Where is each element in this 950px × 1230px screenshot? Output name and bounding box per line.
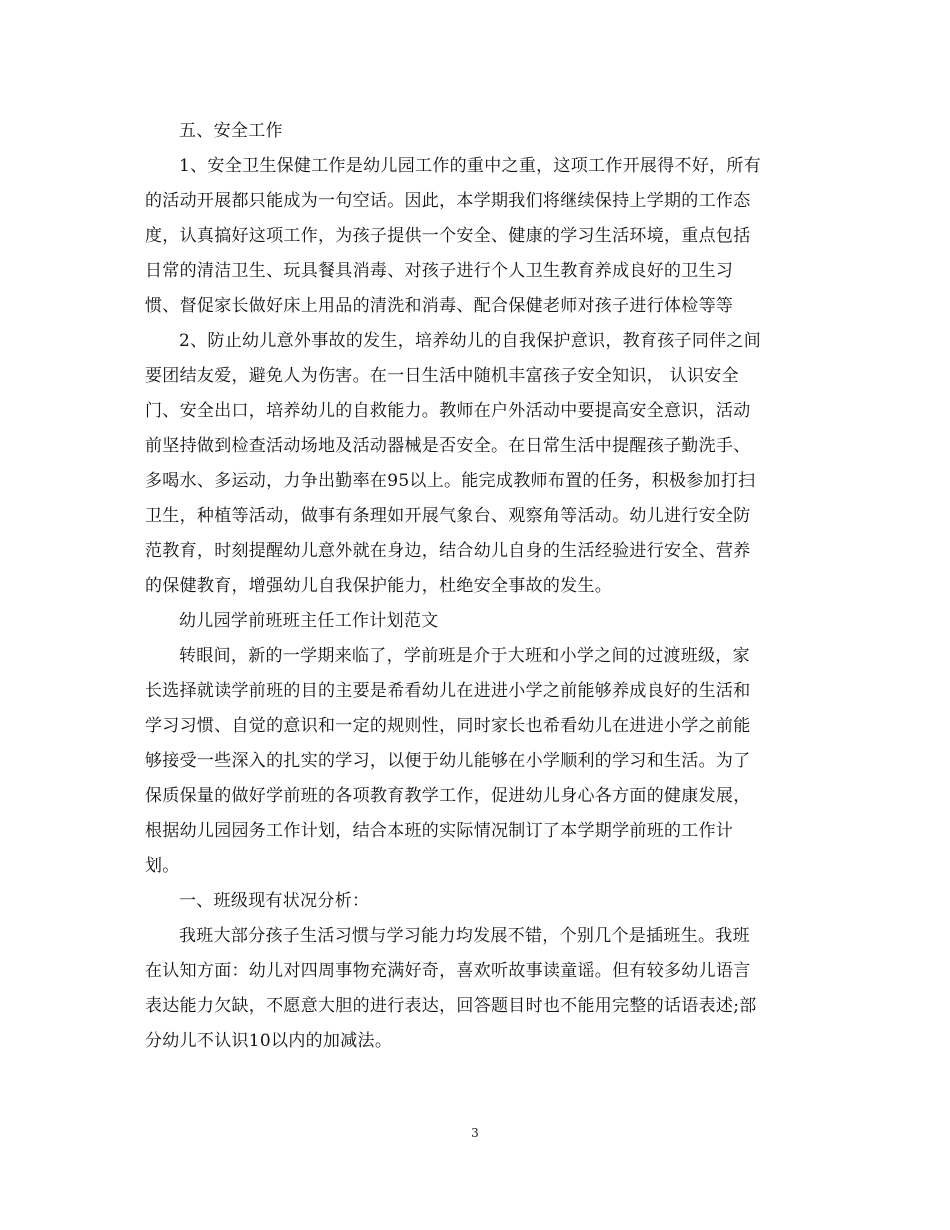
- intro-paragraph: [145, 639, 805, 884]
- paragraph-line: 划。: [145, 856, 180, 876]
- paragraph-line: 转眼间，新的一学期来临了，学前班是介于大班和小学之间的过渡班级，家: [179, 646, 750, 666]
- paragraph-line: 惯、督促家长做好床上用品的清洗和消毒、配合保健老师对孩子进行体检等等: [145, 296, 734, 316]
- paragraph-line: 卫生，种植等活动，做事有条理如开展气象台、观察角等活动。幼儿进行安全防: [145, 506, 751, 526]
- document-body: [145, 114, 805, 1059]
- paragraph-line: 的保健教育，增强幼儿自我保护能力，杜绝安全事故的发生。: [145, 576, 613, 596]
- paragraph-line: 2、防止幼儿意外事故的发生，培养幼儿的自我保护意识，教育孩子同伴之间: [179, 331, 762, 351]
- paragraph-line: 够接受一些深入的扎实的学习，以便于幼儿能够在小学顺利的学习和生活。为了: [145, 751, 751, 771]
- paragraph-line: 的活动开展都只能成为一句空话。因此，本学期我们将继续保持上学期的工作态: [145, 191, 751, 211]
- paragraph-line: 长选择就读学前班的目的主要是希看幼儿在进进小学之前能够养成良好的生活和: [145, 681, 751, 701]
- page-number: 3: [471, 1126, 479, 1140]
- paragraph-line: 多喝水、多运动，力争出勤率在95以上。能完成教师布置的任务，积极参加打扫: [145, 471, 756, 491]
- paragraph-line: 范教育，时刻提醒幼儿意外就在身边，结合幼儿自身的生活经验进行安全、营养: [145, 541, 751, 561]
- paragraph-item-2: [145, 324, 805, 604]
- paragraph-line: 表达能力欠缺，不愿意大胆的进行表达，回答题目时也不能用完整的话语表述;部: [145, 996, 757, 1016]
- paragraph-line: 要团结友爱，避免人为伤害。在一日生活中随机丰富孩子安全知识， 认识安全: [145, 366, 739, 386]
- paragraph-line: 保质保量的做好学前班的各项教育教学工作，促进幼儿身心各方面的健康发展，: [145, 786, 751, 806]
- analysis-paragraph: [145, 919, 805, 1059]
- paragraph-line: 日常的清洁卫生、玩具餐具消毒、对孩子进行个人卫生教育养成良好的卫生习: [145, 261, 734, 281]
- section-heading: 五、安全工作: [179, 121, 283, 141]
- paragraph-line: 分幼儿不认识10以内的加减法。: [145, 1031, 393, 1051]
- paragraph-line: 前坚持做到检查活动场地及活动器械是否安全。在日常生活中提醒孩子勤洗手、: [145, 436, 751, 456]
- paragraph-line: 我班大部分孩子生活习惯与学习能力均发展不错，个别几个是插班生。我班: [179, 926, 750, 946]
- subheading: 一、班级现有状况分析：: [179, 891, 370, 911]
- paragraph-line: 度，认真搞好这项工作，为孩子提供一个安全、健康的学习生活环境，重点包括: [145, 226, 751, 246]
- paragraph-line: 根据幼儿园园务工作计划，结合本班的实际情况制订了本学期学前班的工作计: [145, 821, 734, 841]
- paragraph-line: 在认知方面：幼儿对四周事物充满好奇，喜欢听故事读童谣。但有较多幼儿语言: [145, 961, 751, 981]
- paragraph-line: 门、安全出口，培养幼儿的自救能力。教师在户外活动中要提高安全意识，活动: [145, 401, 751, 421]
- paragraph-item-1: [145, 149, 805, 324]
- paragraph-line: 学习习惯、自觉的意识和一定的规则性，同时家长也希看幼儿在进进小学之前能: [145, 716, 751, 736]
- paragraph-line: 1、安全卫生保健工作是幼儿园工作的重中之重，这项工作开展得不好，所有: [179, 156, 762, 176]
- article-title: 幼儿园学前班班主任工作计划范文: [179, 611, 439, 631]
